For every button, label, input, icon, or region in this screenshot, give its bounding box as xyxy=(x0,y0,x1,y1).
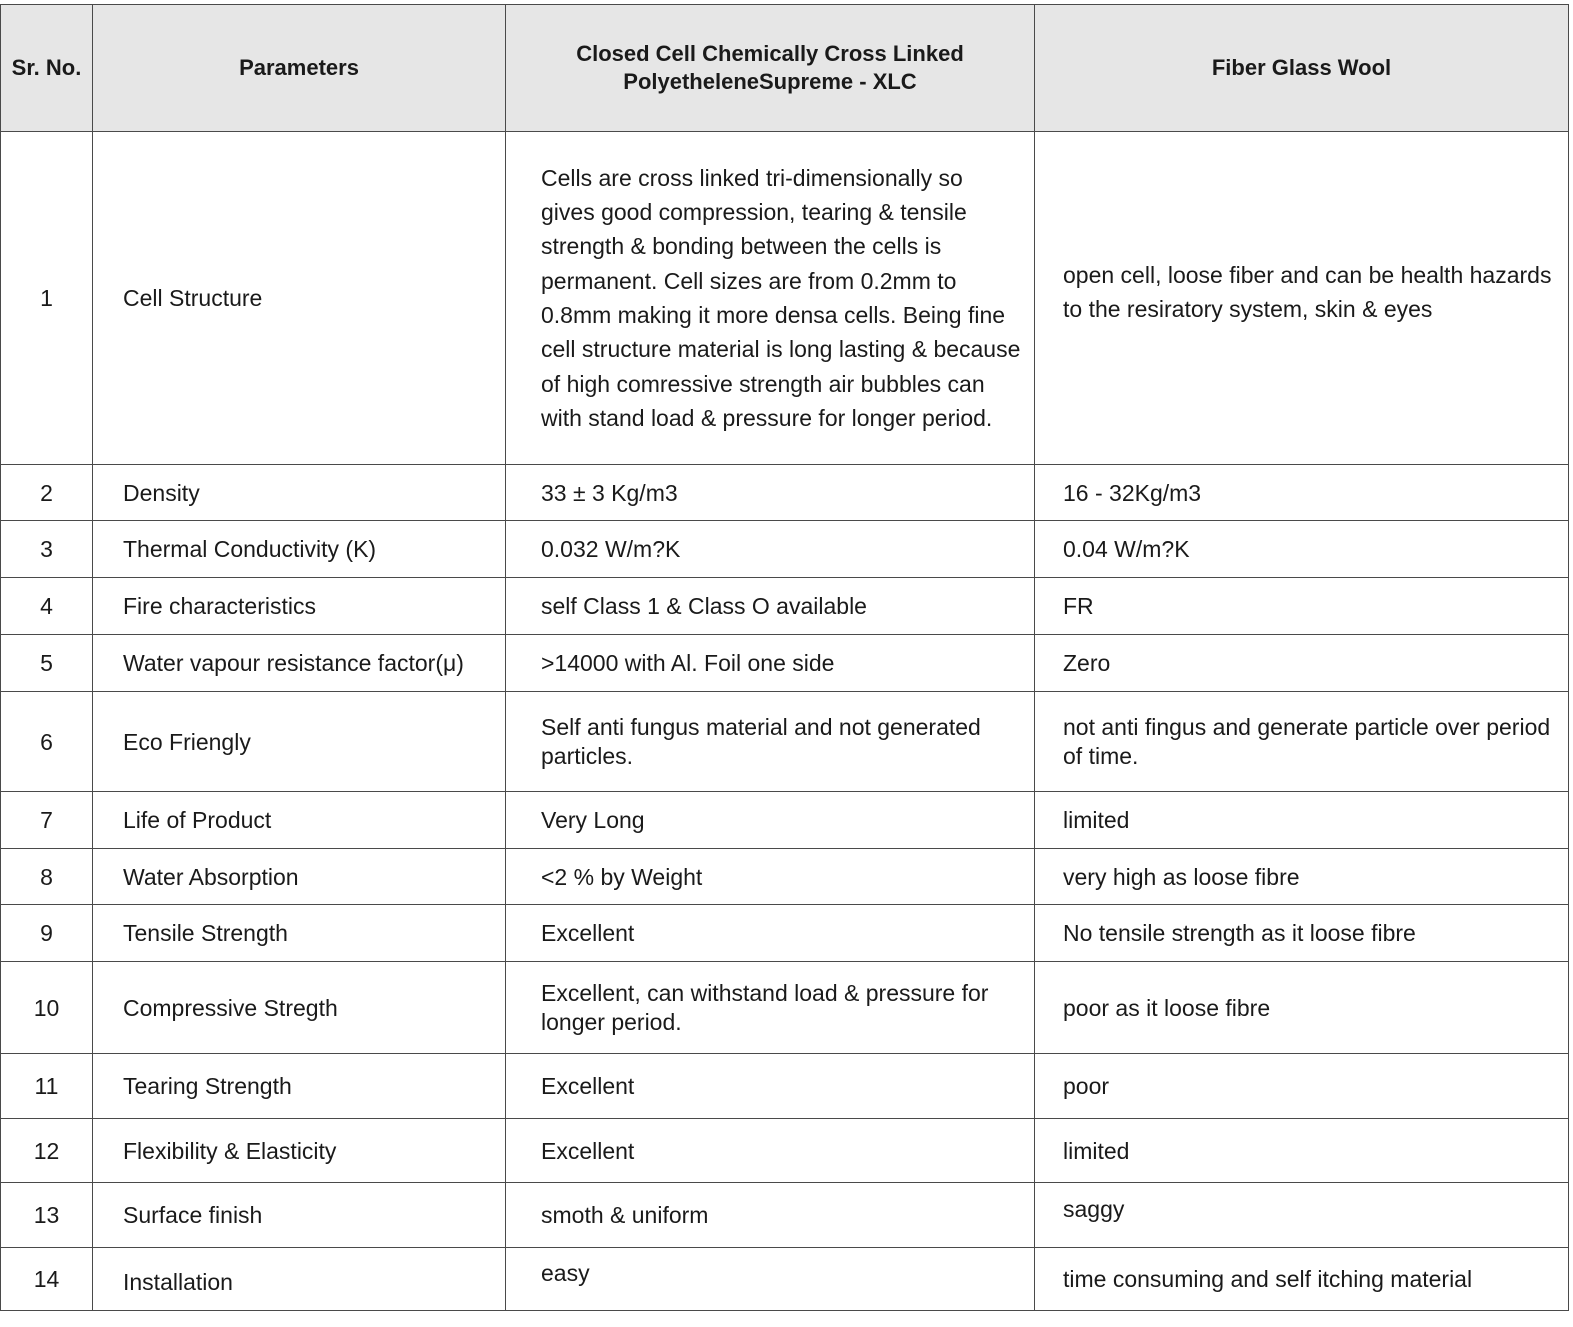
parameter-name: Water vapour resistance factor(μ) xyxy=(93,635,506,692)
parameter-name: Water Absorption xyxy=(93,849,506,905)
row-number: 3 xyxy=(1,521,93,578)
xlc-value: Excellent xyxy=(506,905,1035,962)
xlc-value: >14000 with Al. Foil one side xyxy=(506,635,1035,692)
row-number: 12 xyxy=(1,1119,93,1183)
fiber-glass-value: FR xyxy=(1035,578,1569,635)
row-number: 7 xyxy=(1,792,93,849)
fiber-glass-value xyxy=(1035,1183,1569,1248)
header-parameters: Parameters xyxy=(93,5,506,132)
parameter-name: Life of Product xyxy=(93,792,506,849)
header-xlc xyxy=(506,5,1035,132)
parameter-name: Tensile Strength xyxy=(93,905,506,962)
header-xlc-label: Closed Cell Chemically Cross Linked PolyetheleneSupreme - XLC xyxy=(576,41,964,94)
row-number: 11 xyxy=(1,1054,93,1119)
fiber-glass-value: very high as loose fibre xyxy=(1035,849,1569,905)
table-row xyxy=(1,1119,1569,1183)
fiber-glass-value: poor as it loose fibre xyxy=(1035,962,1569,1054)
fiber-glass-value: poor xyxy=(1035,1054,1569,1119)
parameter-name: Tearing Strength xyxy=(93,1054,506,1119)
table-row xyxy=(1,465,1569,521)
table-row xyxy=(1,132,1569,465)
row-number: 4 xyxy=(1,578,93,635)
fiber-glass-value: 0.04 W/m?K xyxy=(1035,521,1569,578)
header-sr-no: Sr. No. xyxy=(1,5,93,132)
table-row xyxy=(1,1054,1569,1119)
parameter-name-text: Installation xyxy=(123,1269,233,1295)
table-row xyxy=(1,1183,1569,1248)
table-row xyxy=(1,792,1569,849)
xlc-value: Excellent xyxy=(506,1054,1035,1119)
fiber-glass-value: No tensile strength as it loose fibre xyxy=(1035,905,1569,962)
comparison-table xyxy=(0,4,1569,1311)
row-number: 6 xyxy=(1,692,93,792)
parameter-name: Compressive Stregth xyxy=(93,962,506,1054)
row-number: 13 xyxy=(1,1183,93,1248)
row-number: 8 xyxy=(1,849,93,905)
header-fiber-glass-wool: Fiber Glass Wool xyxy=(1035,5,1569,132)
xlc-value: smoth & uniform xyxy=(506,1183,1035,1248)
row-number: 2 xyxy=(1,465,93,521)
table-row xyxy=(1,635,1569,692)
parameter-name: Cell Structure xyxy=(93,132,506,465)
xlc-value: Excellent, can withstand load & pressure for longer period. xyxy=(506,962,1035,1054)
fiber-glass-value xyxy=(1035,132,1569,465)
table-row xyxy=(1,692,1569,792)
parameter-name: Eco Friengly xyxy=(93,692,506,792)
parameter-name: Flexibility & Elasticity xyxy=(93,1119,506,1183)
xlc-value: 33 ± 3 Kg/m3 xyxy=(506,465,1035,521)
fiber-glass-value-text: saggy xyxy=(1063,1196,1125,1222)
table-row xyxy=(1,849,1569,905)
xlc-value: self Class 1 & Class O available xyxy=(506,578,1035,635)
fiber-glass-value: 16 - 32Kg/m3 xyxy=(1035,465,1569,521)
row-number: 1 xyxy=(1,132,93,465)
parameter-name: Thermal Conductivity (K) xyxy=(93,521,506,578)
fiber-glass-value: not anti fingus and generate particle over period of time. xyxy=(1035,692,1569,792)
table-row xyxy=(1,578,1569,635)
xlc-value: <2 % by Weight xyxy=(506,849,1035,905)
xlc-value xyxy=(506,1248,1035,1311)
parameter-name: Fire characteristics xyxy=(93,578,506,635)
xlc-value: Very Long xyxy=(506,792,1035,849)
row-number: 9 xyxy=(1,905,93,962)
fiber-glass-value: limited xyxy=(1035,1119,1569,1183)
xlc-value-text: easy xyxy=(541,1260,590,1286)
parameter-name: Surface finish xyxy=(93,1183,506,1248)
parameter-name xyxy=(93,1248,506,1311)
table-row xyxy=(1,962,1569,1054)
table-row xyxy=(1,1248,1569,1311)
xlc-value: Excellent xyxy=(506,1119,1035,1183)
fiber-glass-value-text: open cell, loose fiber and can be health hazards to the resiratory system, skin & eyes xyxy=(1063,261,1552,322)
row-number: 14 xyxy=(1,1248,93,1311)
row-number: 5 xyxy=(1,635,93,692)
header-row xyxy=(1,5,1569,132)
fiber-glass-value: time consuming and self itching material xyxy=(1035,1248,1569,1311)
fiber-glass-value: limited xyxy=(1035,792,1569,849)
table-row xyxy=(1,905,1569,962)
fiber-glass-value: Zero xyxy=(1035,635,1569,692)
table-row xyxy=(1,521,1569,578)
row-number: 10 xyxy=(1,962,93,1054)
xlc-value: Cells are cross linked tri-dimensionally so gives good compression, tearing & tensile strength & bonding between the cells is permanent. Cell sizes are from 0.2mm to 0.8mm making it more densa cells. Being fine cell structure material is long lasting & because of high comressive strength air bubbles can with stand load & pressure for longer period. xyxy=(506,132,1035,465)
xlc-value: Self anti fungus material and not generated particles. xyxy=(506,692,1035,792)
parameter-name: Density xyxy=(93,465,506,521)
xlc-value: 0.032 W/m?K xyxy=(506,521,1035,578)
